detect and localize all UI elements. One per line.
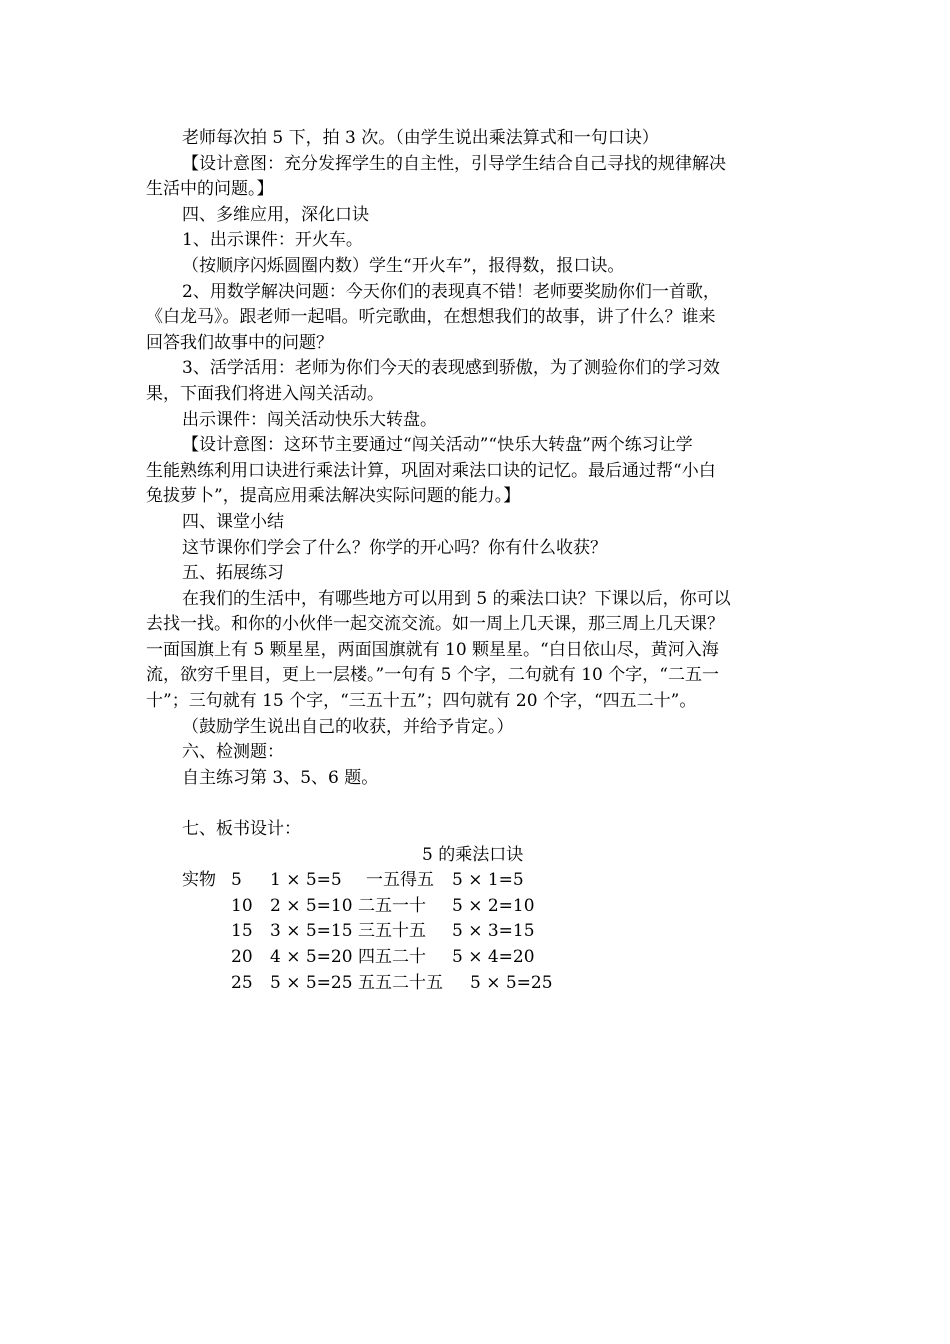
board-rhyme: 四五二十 [358, 947, 426, 967]
text-line: 出示课件：闯关活动快乐大转盘。 [182, 409, 437, 430]
section-heading: 七、板书设计： [182, 819, 301, 840]
text-line: 2、用数学解决问题：今天你们的表现真不错！老师要奖励你们一首歌， [182, 281, 720, 302]
board-number: 25 [231, 972, 253, 993]
text-line: 十”；三句就有 15 个字，“三五十五”；四句就有 20 个字，“四五二十”。 [146, 691, 697, 712]
text-line: 《白龙马》。跟老师一起唱。听完歌曲，在想想我们的故事，讲了什么？谁来 [146, 307, 716, 328]
board-number: 10 [231, 895, 253, 916]
board-rhyme: 五五二十五 [358, 972, 443, 993]
board-rhyme: 一五得五 [366, 870, 434, 891]
board-number: 15 [231, 921, 253, 942]
board-equation-reverse: 5 × 5=25 [470, 972, 553, 993]
board-equation: 5 × 5=25 [270, 972, 353, 993]
board-label: 实物 [182, 870, 216, 891]
board-rhyme: 三五十五 [358, 921, 426, 942]
text-line: 生活中的问题。】 [146, 179, 274, 200]
text-line: 在我们的生活中，有哪些地方可以用到 5 的乘法口诀？下课以后，你可以 [182, 588, 731, 609]
section-heading: 六、检测题： [182, 742, 284, 763]
board-number: 20 [231, 947, 253, 967]
board-equation: 4 × 5=20 [270, 947, 353, 967]
section-heading: 四、多维应用，深化口诀 [182, 204, 369, 225]
board-equation: 3 × 5=15 [270, 921, 353, 942]
board-equation-reverse: 5 × 3=15 [452, 921, 535, 942]
section-heading: 五、拓展练习 [182, 563, 284, 584]
text-line: 生能熟练利用口诀进行乘法计算，巩固对乘法口诀的记忆。最后通过帮“小白 [146, 460, 716, 481]
text-line: 回答我们故事中的问题？ [146, 332, 333, 353]
board-row [146, 971, 806, 997]
text-line: （鼓励学生说出自己的收获，并给予肯定。） [182, 716, 514, 737]
text-line: 【设计意图：充分发挥学生的自主性，引导学生结合自己寻找的规律解决 [182, 153, 726, 174]
board-row [146, 919, 806, 945]
blank-line [146, 791, 806, 817]
text-line: 【设计意图：这环节主要通过“闯关活动”“快乐大转盘”两个练习让学 [182, 435, 693, 456]
board-rhyme: 二五一十 [358, 895, 426, 916]
board-row [146, 868, 806, 894]
board-equation-reverse: 5 × 2=10 [452, 895, 535, 916]
text-line: （按顺序闪烁圆圈内数）学生“开火车”，报得数，报口诀。 [182, 255, 625, 276]
text-line: 老师每次拍 5 下，拍 3 次。（由学生说出乘法算式和一句口诀） [182, 128, 659, 148]
board-row [146, 945, 806, 971]
section-heading: 四、课堂小结 [182, 511, 284, 532]
text-line: 3、活学活用：老师为你们今天的表现感到骄傲，为了测验你们的学习效 [182, 358, 720, 379]
text-line: 这节课你们学会了什么？你学的开心吗？你有什么收获？ [182, 537, 607, 558]
board-row [146, 894, 806, 920]
text-line: 去找一找。和你的小伙伴一起交流交流。如一周上几天课，那三周上几天课？ [146, 614, 724, 635]
board-equation: 1 × 5=5 [270, 870, 342, 891]
text-line: 一面国旗上有 5 颗星星，两面国旗就有 10 颗星星。“白日依山尽，黄河入海 [146, 639, 719, 660]
document-page [146, 126, 806, 996]
text-line: 果，下面我们将进入闯关活动。 [146, 383, 384, 404]
board-title: 5 的乘法口诀 [422, 844, 524, 865]
board-equation-reverse: 5 × 4=20 [452, 947, 535, 967]
board-equation-reverse: 5 × 1=5 [452, 870, 524, 891]
text-line: 1、出示课件：开火车。 [182, 230, 363, 251]
text-line: 流，欲穷千里目，更上一层楼。”一句有 5 个字，二句就有 10 个字，“二五一 [146, 665, 719, 686]
board-equation: 2 × 5=10 [270, 895, 353, 916]
board-number: 5 [231, 870, 242, 891]
text-line: 兔拔萝卜”，提高应用乘法解决实际问题的能力。】 [146, 486, 521, 507]
text-line: 自主练习第 3、5、6 题。 [182, 767, 379, 788]
